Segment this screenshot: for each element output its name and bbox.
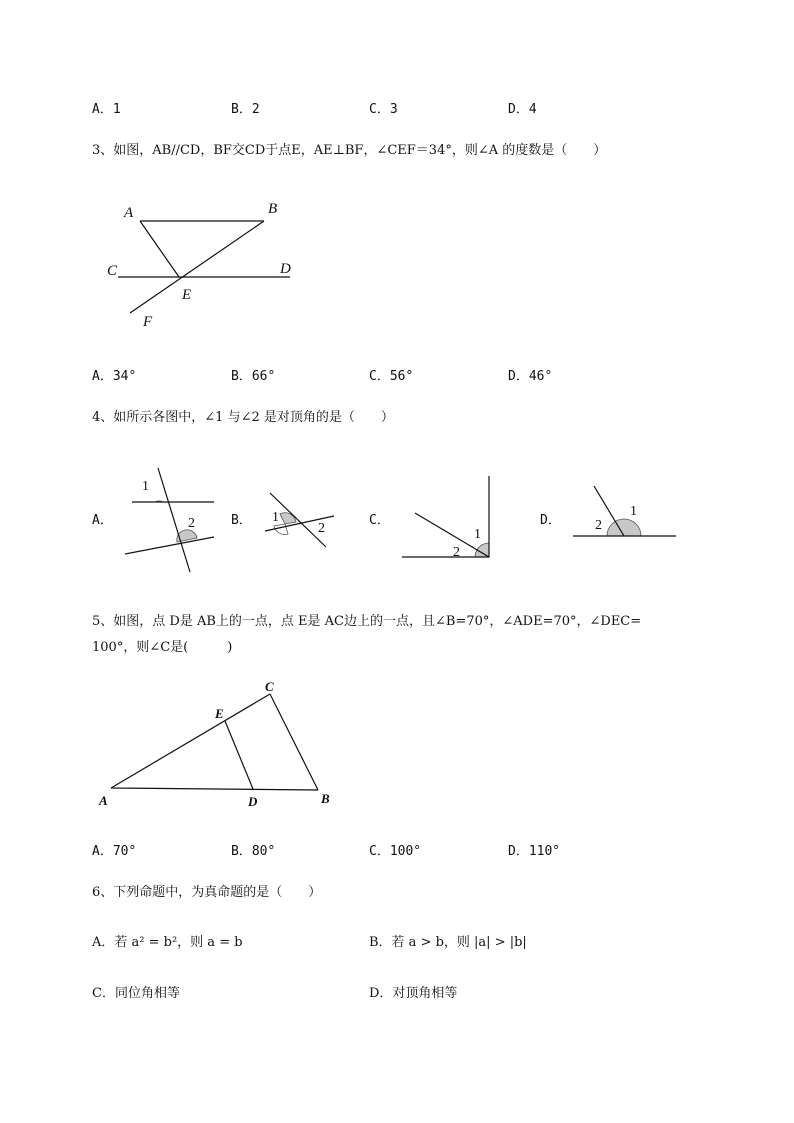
q4-figure-d	[570, 480, 680, 545]
label-b: B	[268, 201, 278, 217]
q3-stem: 3、如图，AB//CD，BF交CD于点E，AE⊥BF，∠CEF＝34°，则∠A 的度数是（ ）	[92, 143, 607, 158]
q2-option-c: C．3	[369, 102, 398, 117]
angle-label-2: 2	[188, 516, 195, 531]
q4-figure-c	[400, 472, 495, 562]
q6-option-a: A．若 a² = b²，则 a = b	[92, 935, 243, 950]
q4-fig-label-d: D．	[540, 513, 561, 528]
angle-label-2: 2	[595, 518, 602, 533]
segment-ae	[140, 221, 179, 277]
label-e: E	[182, 287, 192, 303]
angle-label-1: 1	[272, 510, 279, 525]
q5-stem-line2: 100°，则∠C是( )	[92, 640, 233, 655]
q4-fig-label-c: C．	[369, 513, 390, 528]
label-a: A	[124, 205, 134, 221]
label-f: F	[143, 314, 153, 330]
segment-ab	[111, 788, 318, 790]
q3-option-b: B．66°	[231, 369, 276, 384]
angle-label-2: 2	[318, 521, 325, 536]
angle-label-2: 2	[453, 545, 460, 560]
label-d: D	[248, 794, 258, 809]
label-b: B	[321, 791, 330, 806]
q5-option-b: B．80°	[231, 844, 276, 859]
q2-option-d: D．4	[508, 102, 537, 117]
angle-label-1: 1	[474, 527, 481, 542]
q6-option-c: C．同位角相等	[92, 986, 180, 1001]
q3-option-c: C．56°	[369, 369, 414, 384]
q4-stem: 4、如所示各图中，∠1 与∠2 是对顶角的是（ ）	[92, 410, 394, 425]
q5-stem-line1: 5、如图，点 D是 AB上的一点，点 E是 AC边上的一点，且∠B=70°，∠ADE=70°，∠DEC=	[92, 614, 642, 629]
label-c: C	[107, 263, 118, 279]
q3-figure	[100, 195, 310, 335]
q6-option-b: B．若 a > b，则 |a| > |b|	[369, 935, 527, 950]
q4-figure-b	[258, 485, 343, 555]
angle-label-1: 1	[630, 504, 637, 519]
q4-figure-a	[120, 462, 220, 577]
label-a: A	[99, 793, 108, 808]
q6-option-d: D．对顶角相等	[369, 986, 458, 1001]
segment-cb	[270, 694, 318, 790]
q4-fig-label-a: A．	[92, 513, 113, 528]
label-c: C	[265, 679, 274, 694]
q6-stem: 6、下列命题中，为真命题的是（ ）	[92, 885, 322, 900]
label-e: E	[215, 706, 224, 721]
q5-option-d: D．110°	[508, 844, 561, 859]
angle-arc-semicircle	[607, 519, 641, 536]
q4-fig-label-b: B．	[231, 513, 252, 528]
q5-figure	[95, 678, 340, 813]
q5-option-a: A．70°	[92, 844, 137, 859]
q3-option-a: A．34°	[92, 369, 137, 384]
q5-option-c: C．100°	[369, 844, 422, 859]
q2-option-b: B．2	[231, 102, 260, 117]
q2-option-a: A．1	[92, 102, 121, 117]
label-d: D	[280, 261, 291, 277]
angle-arc-1	[280, 513, 296, 524]
angle-label-1: 1	[142, 479, 149, 494]
segment-ed	[225, 721, 253, 789]
q3-option-d: D．46°	[508, 369, 553, 384]
